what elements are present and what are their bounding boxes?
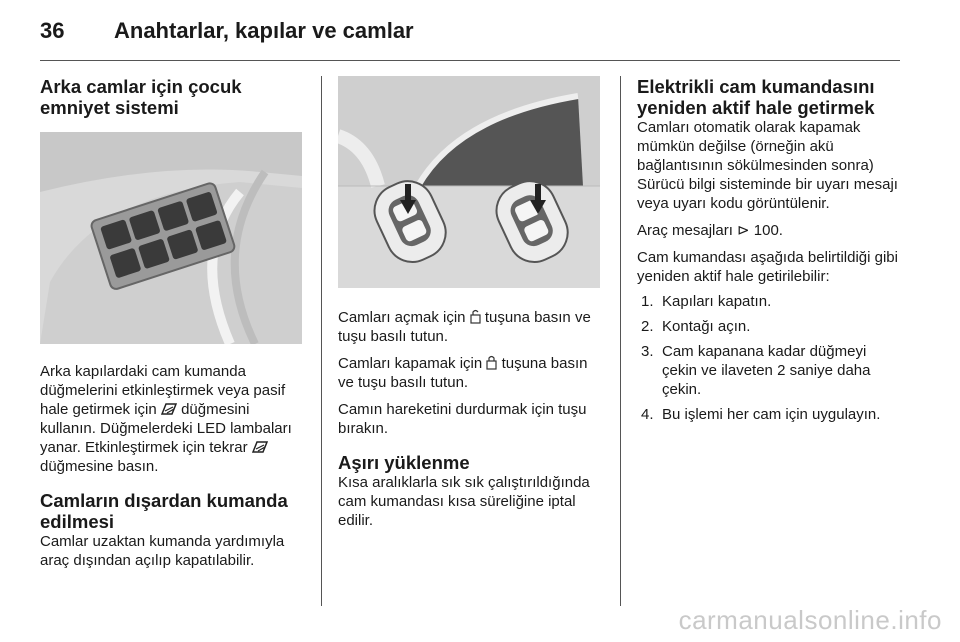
overload-heading: Aşırı yüklenme bbox=[338, 452, 470, 473]
overload-text: Kısa aralıklarla sık sık çalıştırıldığında cam kumandası kısa süreliğine iptal edilir. bbox=[338, 474, 590, 529]
close-windows-text bbox=[338, 354, 602, 392]
right-column bbox=[637, 76, 901, 430]
child-lock-heading: Arka camlar için çocuk emniyet sistemi bbox=[40, 76, 242, 118]
header-divider bbox=[40, 60, 900, 61]
step-item bbox=[637, 292, 901, 311]
child-lock-text-c: düğmesine basın. bbox=[40, 458, 159, 475]
step-text: Kapıları kapatın. bbox=[662, 293, 772, 310]
vehicle-messages-text: Araç mesajları ⊳ 100. bbox=[637, 222, 783, 239]
step-number: 3. bbox=[641, 343, 654, 360]
reactivate-text-1: Camları otomatik olarak kapamak mümkün değilse (örneğin akü bağlantısının sökülmesinden sonra) Sürücü bilgi sisteminde bir uyarı mesajı veya uyarı kodu görüntülenir. bbox=[637, 119, 898, 212]
step-number: 1. bbox=[641, 293, 654, 310]
close-windows-text-b: tuşuna basın ve tuşu basılı tutun. bbox=[338, 355, 588, 391]
left-column bbox=[40, 76, 304, 570]
open-windows-text-b: tuşuna basın ve tuşu basılı tutun. bbox=[338, 309, 591, 345]
step-text: Cam kapanana kadar düğmeyi çekin ve ilaveten 2 saniye daha çekin. bbox=[662, 343, 871, 398]
child-lock-switch-icon-2 bbox=[252, 440, 268, 454]
reactivate-text-2: Cam kumandası aşağıda belirtildiği gibi yeniden aktif hale getirilebilir: bbox=[637, 249, 898, 285]
open-windows-text bbox=[338, 308, 602, 346]
close-windows-text-a: Camları kapamak için bbox=[338, 355, 483, 372]
reactivate-steps bbox=[637, 292, 901, 424]
column-divider-1 bbox=[321, 76, 322, 606]
middle-column bbox=[338, 76, 602, 530]
step-text: Kontağı açın. bbox=[662, 318, 751, 335]
child-lock-text-a: Arka kapılardaki cam kumanda düğmelerini etkinleştirmek veya pasif hale getirmek için bbox=[40, 363, 286, 418]
step-item bbox=[637, 317, 901, 336]
child-lock-switch-icon bbox=[161, 402, 177, 416]
remote-key-illustration bbox=[338, 76, 600, 288]
step-number: 4. bbox=[641, 406, 654, 423]
step-text: Bu işlemi her cam için uygulayın. bbox=[662, 406, 881, 423]
page-number: 36 bbox=[40, 18, 65, 43]
stop-windows-text: Camın hareketini durdurmak için tuşu bırakın. bbox=[338, 401, 587, 437]
page-title: Anahtarlar, kapılar ve camlar bbox=[114, 18, 414, 43]
child-lock-text-b: düğmesini kullanın. Düğmelerdeki LED lambaları yanar. Etkinleştirmek için tekrar bbox=[40, 401, 292, 456]
child-lock-text bbox=[40, 362, 304, 476]
step-number: 2. bbox=[641, 318, 654, 335]
remote-operation-heading: Camların dışardan kumanda edilmesi bbox=[40, 490, 288, 532]
column-divider-2 bbox=[620, 76, 621, 606]
open-windows-text-a: Camları açmak için bbox=[338, 309, 466, 326]
remote-operation-text: Camlar uzaktan kumanda yardımıyla araç dışından açılıp kapatılabilir. bbox=[40, 533, 285, 569]
reactivate-heading: Elektrikli cam kumandasını yeniden aktif hale getirmek bbox=[637, 76, 875, 118]
unlock-icon bbox=[470, 309, 481, 324]
lock-icon bbox=[486, 355, 497, 370]
watermark: carmanualsonline.info bbox=[678, 605, 942, 635]
step-item bbox=[637, 342, 901, 399]
door-switch-panel-illustration bbox=[40, 132, 302, 344]
step-item bbox=[637, 405, 901, 424]
